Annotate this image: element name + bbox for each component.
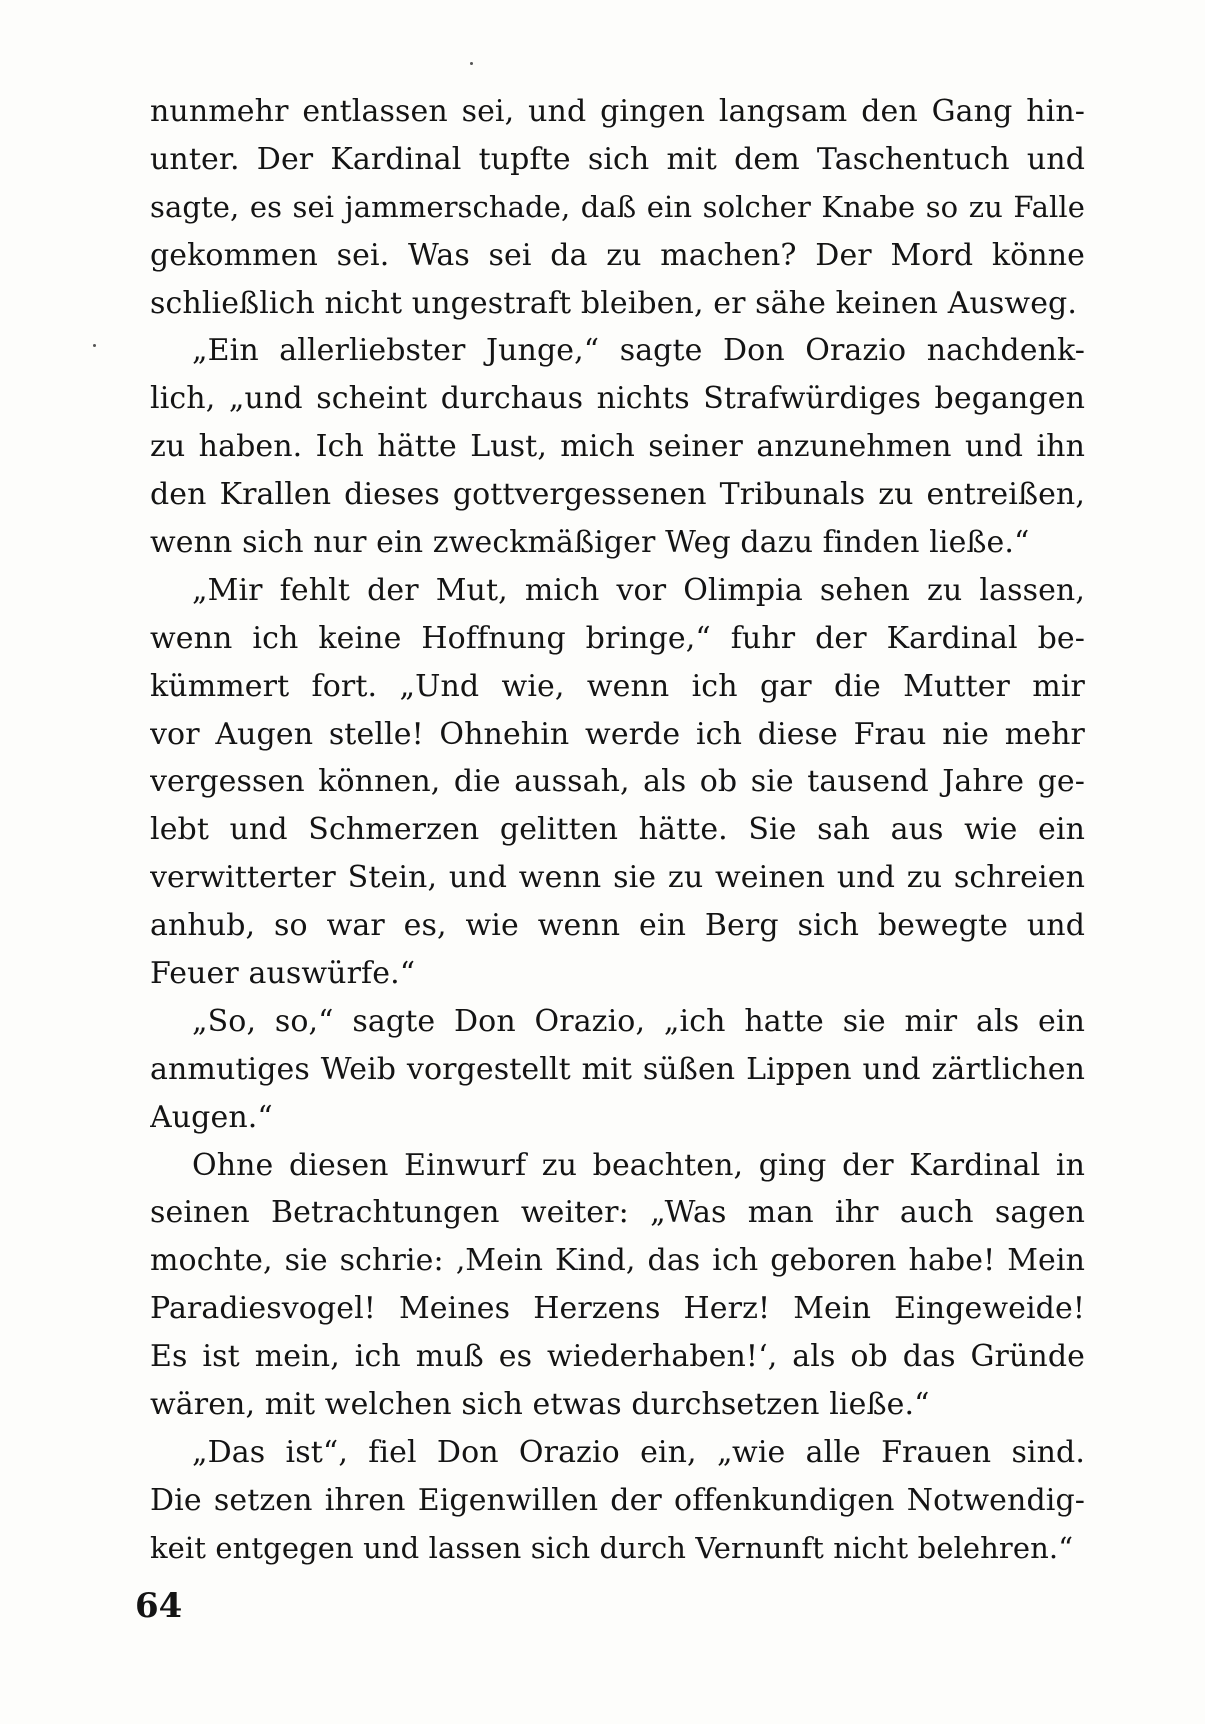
text-line: gekommen sei. Was sei da zu machen? Der Mord könne bbox=[150, 237, 1085, 273]
text-line: vor Augen stelle! Ohnehin werde ich diese Frau nie mehr bbox=[150, 716, 1085, 752]
text-line: kümmert fort. „Und wie, wenn ich gar die Mutter mir bbox=[150, 668, 1085, 704]
text-line: „Das ist“, fiel Don Orazio ein, „wie alle Frauen sind. bbox=[192, 1434, 1085, 1470]
page-number: 64 bbox=[135, 1586, 183, 1626]
text-line: verwitterter Stein, und wenn sie zu weinen und zu schreien bbox=[150, 860, 1085, 896]
text-line: anmutiges Weib vorgestellt mit süßen Lippen und zärtlichen bbox=[150, 1051, 1085, 1087]
text-line: sagte, es sei jammerschade, daß ein solcher Knabe so zu Falle bbox=[150, 189, 1085, 224]
text-line: „Ein allerliebster Junge,“ sagte Don Orazio nachdenk- bbox=[192, 333, 1085, 369]
text-line: lebt und Schmerzen gelitten hätte. Sie sah aus wie ein bbox=[150, 812, 1085, 848]
text-line: Feuer auswürfe.“ bbox=[150, 956, 416, 992]
text-line: wären, mit welchen sich etwas durchsetzen ließe.“ bbox=[150, 1387, 930, 1423]
text-line: schließlich nicht ungestraft bleiben, er sähe keinen Ausweg. bbox=[150, 285, 1077, 321]
text-line: „Mir fehlt der Mut, mich vor Olimpia sehen zu lassen, bbox=[192, 572, 1085, 608]
paper-speck bbox=[93, 344, 96, 347]
text-line: seinen Betrachtungen weiter: „Was man ihr auch sagen bbox=[150, 1195, 1085, 1231]
body-text bbox=[150, 88, 1085, 1573]
paper-speck bbox=[470, 62, 473, 65]
text-line: „So, so,“ sagte Don Orazio, „ich hatte sie mir als ein bbox=[192, 1003, 1085, 1039]
text-line: mochte, sie schrie: ‚Mein Kind, das ich geboren habe! Mein bbox=[150, 1243, 1085, 1279]
text-line: Die setzen ihren Eigenwillen der offenkundigen Notwendig- bbox=[150, 1482, 1085, 1518]
text-line: Es ist mein, ich muß es wiederhaben!‘, als ob das Gründe bbox=[150, 1339, 1085, 1375]
text-line: vergessen können, die aussah, als ob sie tausend Jahre ge- bbox=[150, 764, 1085, 800]
text-line: wenn sich nur ein zweckmäßiger Weg dazu finden ließe.“ bbox=[150, 525, 1030, 561]
text-line: Augen.“ bbox=[150, 1099, 273, 1135]
text-line: zu haben. Ich hätte Lust, mich seiner anzunehmen und ihn bbox=[150, 429, 1085, 465]
text-line: Ohne diesen Einwurf zu beachten, ging der Kardinal in bbox=[192, 1147, 1085, 1183]
text-line: wenn ich keine Hoffnung bringe,“ fuhr der Kardinal be- bbox=[150, 620, 1085, 656]
text-line: Paradiesvogel! Meines Herzens Herz! Mein Eingeweide! bbox=[150, 1291, 1085, 1327]
text-line: keit entgegen und lassen sich durch Vernunft nicht belehren.“ bbox=[150, 1530, 1074, 1565]
text-line: anhub, so war es, wie wenn ein Berg sich bewegte und bbox=[150, 908, 1085, 944]
text-line: unter. Der Kardinal tupfte sich mit dem Taschentuch und bbox=[150, 141, 1085, 177]
text-line: nunmehr entlassen sei, und gingen langsam den Gang hin- bbox=[150, 94, 1085, 129]
text-line: lich, „und scheint durchaus nichts Strafwürdiges begangen bbox=[150, 381, 1085, 417]
text-line: den Krallen dieses gottvergessenen Tribunals zu entreißen, bbox=[150, 477, 1085, 513]
